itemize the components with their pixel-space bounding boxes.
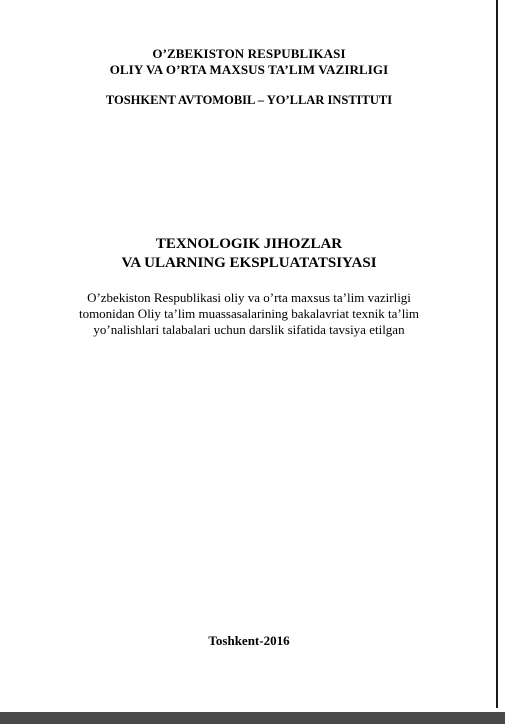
- ministry-name-line1: O’ZBEKISTON RESPUBLIKASI: [152, 46, 346, 61]
- book-title-line1: TEXNOLOGIK JIHOZLAR: [155, 236, 343, 252]
- page-bottom-shadow: [0, 712, 505, 724]
- institute-name: TOSHKENT AVTOMOBIL – YO’LLAR INSTITUTI: [105, 93, 393, 107]
- approval-text-line3: yo’nalishlari talabalari uchun darslik sifatida tavsiya etilgan: [93, 322, 405, 337]
- ministry-name-line2: OLIY VA O’RTA MAXSUS TA’LIM VAZIRLIGI: [109, 62, 389, 77]
- place-and-year: Toshkent-2016: [208, 633, 290, 648]
- book-title-line2: VA ULARNING EKSPLUATATSIYASI: [121, 255, 377, 271]
- approval-text-line1: O’zbekiston Respublikasi oliy va o’rta maxsus ta’lim vazirligi: [87, 290, 411, 305]
- approval-text-line2: tomonidan Oliy ta’lim muassasalarining bakalavriat texnik ta’lim: [78, 306, 420, 321]
- page-right-gutter: [499, 0, 505, 712]
